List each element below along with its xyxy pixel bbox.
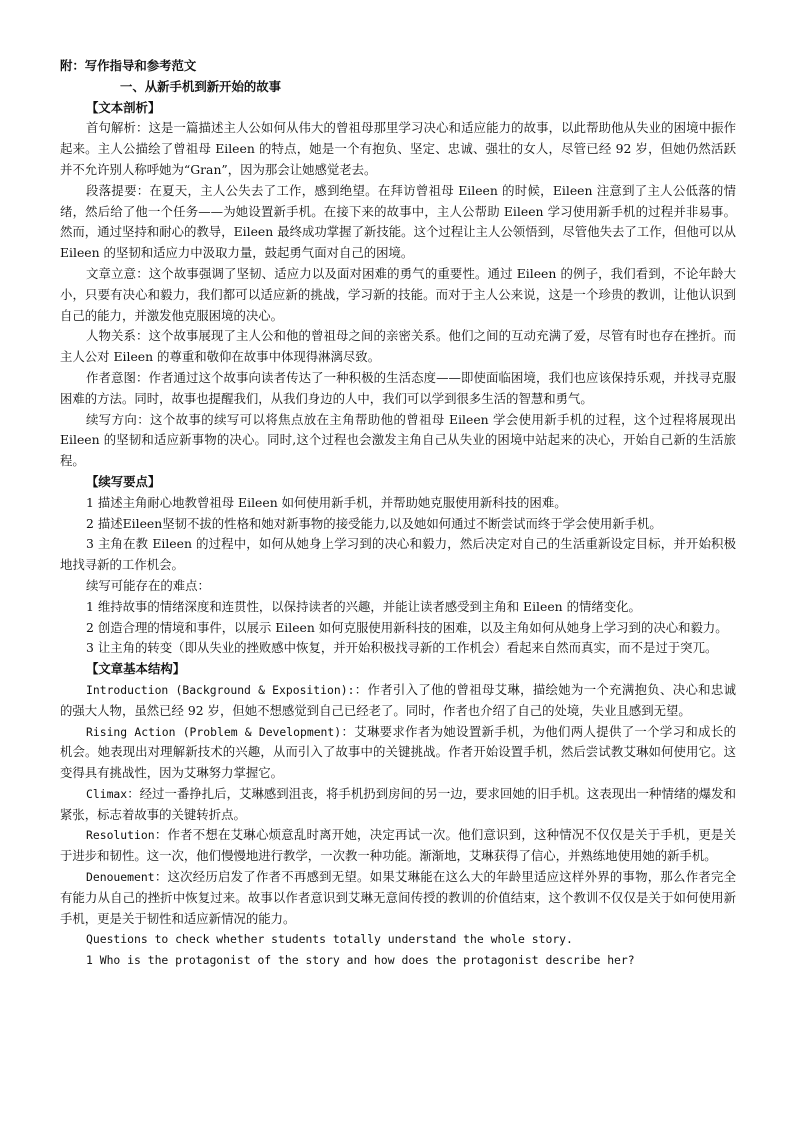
difficulty-item: 2 创造合理的情境和事件，以展示 Eileen 如何克服使用新科技的困难，以及主角如何从她身上学习到的决心和毅力。 — [86, 619, 728, 635]
structure-introduction — [60, 680, 736, 722]
structure-rising-action — [60, 722, 736, 784]
structure-text: ：这次经历启发了作者不再感到无望。如果艾琳能在这么大的年龄里适应这样外界的事物，那么作者完全有能力从自己的挫折中恢复过来。故事以作者意识到艾琳无意间传授的教训的价值结束，这个教训不仅仅是关于如何使用新手机，更是关于韧性和适应新情况的能力。 — [60, 869, 736, 926]
structure-heading: 【文章基本结构】 — [86, 661, 186, 677]
document-page — [60, 56, 736, 971]
appendix-heading: 附：写作指导和参考范文 — [60, 58, 197, 73]
structure-label: Climax — [86, 786, 128, 801]
structure-text: ：作者引入了他的曾祖母艾琳，描绘她为一个充满抱负、决心和忠诚的强大人物，虽然已经 92 岁，但她不想感觉到自己已经老了。同时，作者也介绍了自己的处境，失业且感到无望。 — [60, 681, 736, 718]
story-title: 一、从新手机到新开始的故事 — [120, 78, 282, 94]
structure-label: Resolution — [86, 828, 155, 843]
structure-label: Introduction (Background & Exposition): — [86, 682, 355, 697]
intention-paragraph: 作者意图：作者通过这个故事向读者传达了一种积极的生活态度——即使面临困境，我们也应该保持乐观，并找寻克服困难的方法。同时，故事也提醒我们，从我们身边的人中，我们可以学到很多生活的智慧和勇气。 — [60, 369, 736, 406]
question-item: 1 Who is the protagonist of the story and how does the protagonist describe her? — [86, 953, 635, 968]
first-sentence-analysis: 首句解析：这是一篇描述主人公如何从伟大的曾祖母那里学习决心和适应能力的故事，以此帮助他从失业的困境中振作起来。主人公描绘了曾祖母 Eileen 的特点，她是一个有抱负、坚定、忠诚、强壮的女人，尽管已经 92 岁，但她仍然活跃并不允许别人称呼她为“Gran”，因为那会让她感觉老去。 — [60, 120, 736, 177]
key-point: 2 描述Eileen坚韧不拔的性格和她对新事物的接受能力,以及她如何通过不断尝试而终于学会使用新手机。 — [86, 515, 662, 531]
structure-text: ：经过一番挣扎后，艾琳感到沮丧，将手机扔到房间的另一边，要求回她的旧手机。这表现出一种情绪的爆发和紧张，标志着故事的关键转折点。 — [60, 785, 736, 822]
theme-paragraph: 文章立意：这个故事强调了坚韧、适应力以及面对困难的勇气的重要性。通过 Eileen 的例子，我们看到，不论年龄大小，只要有决心和毅力，我们都可以适应新的挑战，学习新的技能。而对于主人公来说，这是一个珍贵的教训，让他认识到自己的能力，并激发他克服困境的决心。 — [60, 265, 736, 323]
key-points-heading: 【续写要点】 — [86, 473, 161, 489]
relationship-paragraph: 人物关系：这个故事展现了主人公和他的曾祖母之间的亲密关系。他们之间的互动充满了爱，尽管有时也存在挫折。而主人公对 Eileen 的尊重和敬仰在故事中体现得淋漓尽致。 — [60, 328, 736, 365]
direction-paragraph: 续写方向：这个故事的续写可以将焦点放在主角帮助他的曾祖母 Eileen 学会使用新手机的过程，这个过程将展现出 Eileen 的坚韧和适应新事物的决心。同时,这个过程也会激发主角自己从失业的困境中站起来的决心，开始自己新的生活旅程。 — [60, 411, 736, 469]
paragraph-summary: 段落提要：在夏天，主人公失去了工作，感到绝望。在拜访曾祖母 Eileen 的时候，Eileen 注意到了主人公低落的情绪，然后给了他一个任务——为她设置新手机。在接下来的故事中，主人公帮助 Eileen 学习使用新手机的过程并非易事。然而，通过坚持和耐心的教导，Eileen 最终成功掌握了新技能。这个过程让主人公领悟到，尽管他失去了工作，但他可以从 Eileen 的坚韧和适应力中汲取力量，鼓起勇气面对自己的困境。 — [60, 182, 736, 261]
difficulty-heading: 续写可能存在的难点： — [86, 577, 210, 593]
structure-text: ：作者不想在艾琳心烦意乱时离开她，决定再试一次。他们意识到，这种情况不仅仅是关于手机，更是关于进步和韧性。这一次，他们慢慢地进行教学，一次教一种功能。渐渐地，艾琳获得了信心，并熟练地使用她的新手机。 — [60, 827, 736, 864]
analysis-heading: 【文本剖析】 — [86, 99, 161, 115]
structure-text: ：艾琳要求作者为她设置新手机，为他们两人提供了一个学习和成长的机会。她表现出对理解新技术的兴趣，从而引入了故事中的关键挑战。作者开始设置手机，然后尝试教艾琳如何使用它。这变得具有挑战性，因为艾琳努力掌握它。 — [60, 723, 736, 781]
key-point: 3 主角在教 Eileen 的过程中，如何从她身上学习到的决心和毅力，然后决定对自己的生活重新设定目标，并开始积极地找寻新的工作机会。 — [60, 536, 736, 573]
structure-climax — [60, 784, 736, 826]
structure-resolution — [60, 825, 736, 867]
key-point: 1 描述主角耐心地教曾祖母 Eileen 如何使用新手机，并帮助她克服使用新科技的困难。 — [86, 494, 567, 510]
difficulty-item: 1 维持故事的情绪深度和连贯性，以保持读者的兴趣，并能让读者感受到主角和 Eileen 的情绪变化。 — [86, 598, 641, 614]
structure-label: Denouement — [86, 870, 155, 885]
structure-denouement — [60, 867, 736, 929]
questions-intro: Questions to check whether students totally understand the whole story. — [86, 932, 573, 947]
difficulty-item: 3 让主角的转变（即从失业的挫败感中恢复，并开始积极找寻新的工作机会）看起来自然而真实，而不是过于突兀。 — [86, 640, 718, 656]
structure-label: Rising Action (Problem & Development) — [86, 724, 342, 739]
